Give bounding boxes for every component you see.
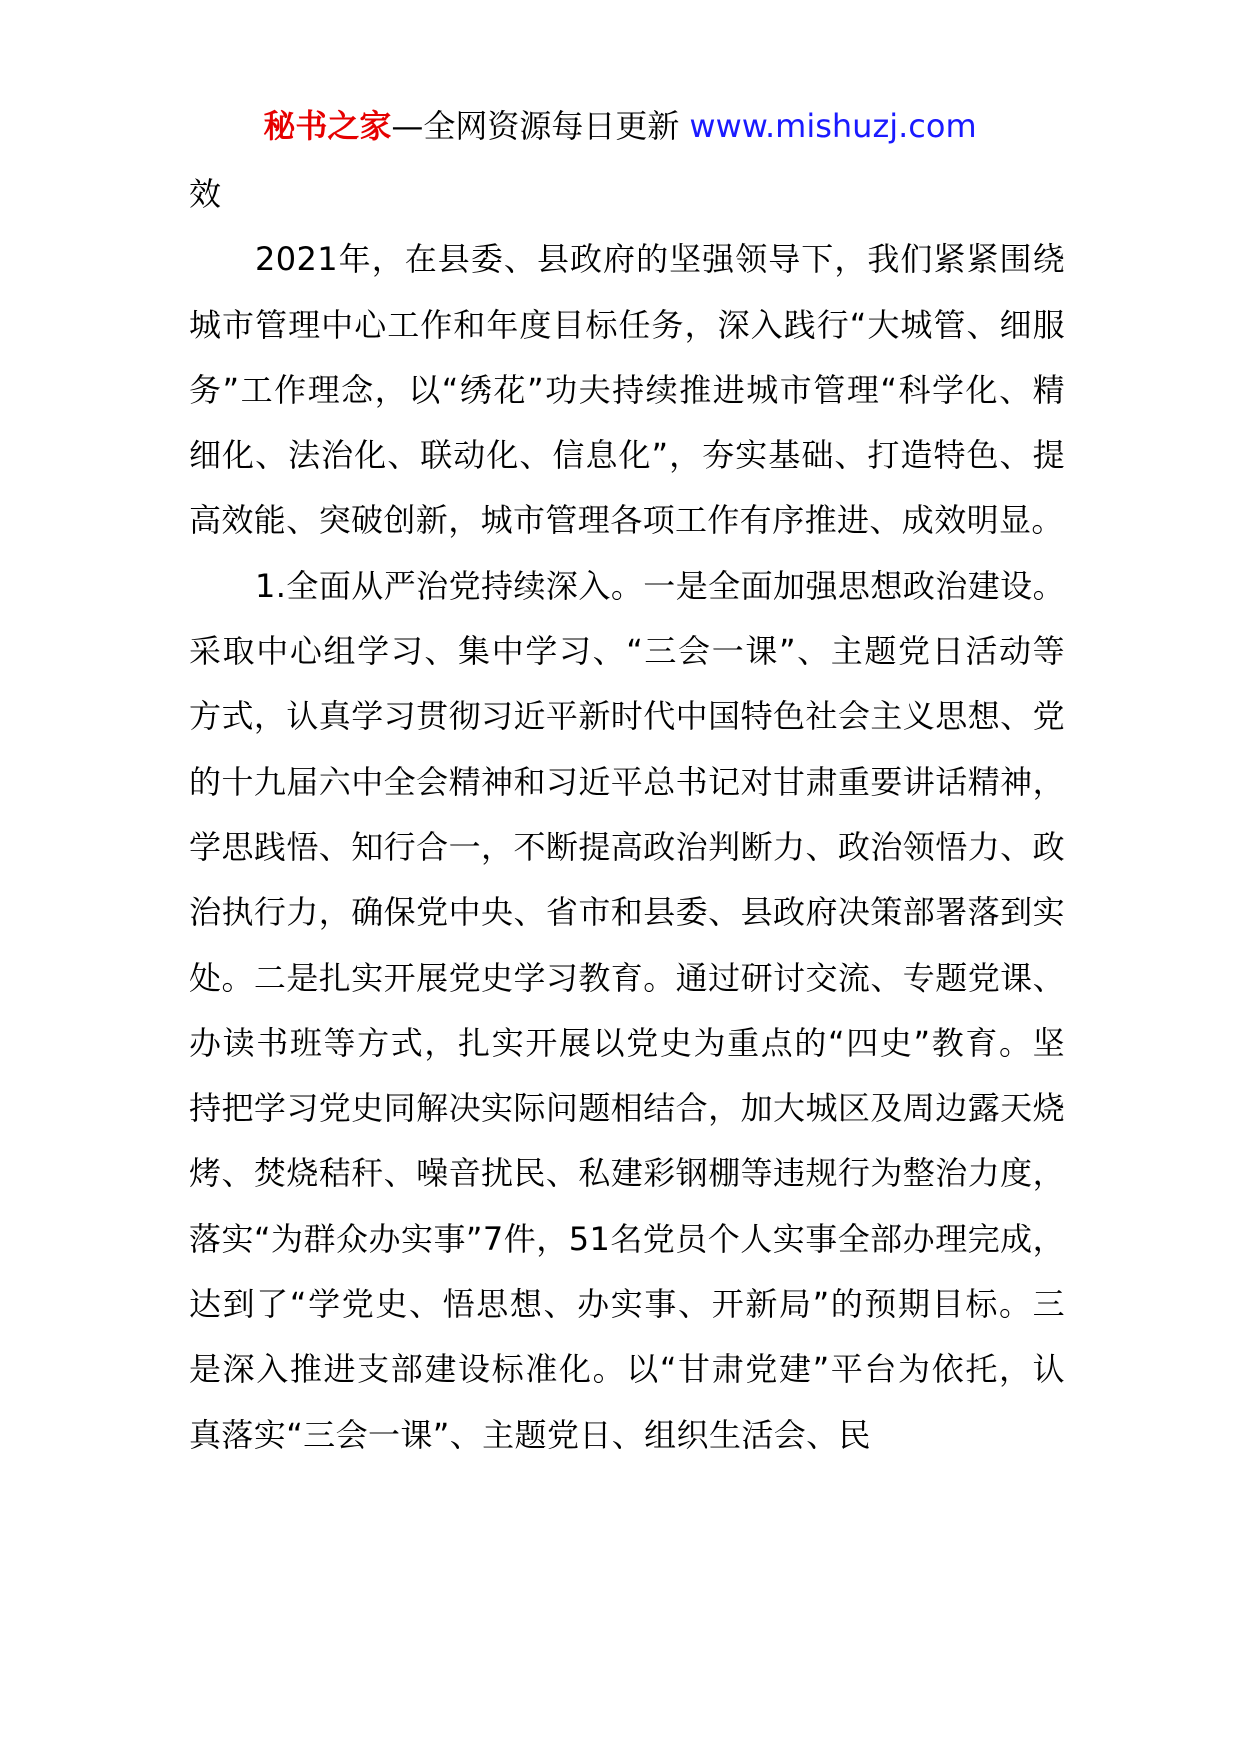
paragraph-section-1: 1.全面从严治党持续深入。一是全面加强思想政治建设。采取中心组学习、集中学习、“三会一课”、主题党日活动等方式，认真学习贯彻习近平新时代中国特色社会主义思想、党的十九届六中全会精神和习近平总书记对甘肃重要讲话精神，学思践悟、知行合一，不断提高政治判断力、政治领悟力、政治执行力，确保党中央、省市和县委、县政府决策部署落到实处。二是扎实开展党史学习教育。通过研讨交流、专题党课、办读书班等方式，扎实开展以党史为重点的“四史”教育。坚持把学习党史同解决实际问题相结合，加大城区及周边露天烧烤、焚烧秸秆、噪音扰民、私建彩钢棚等违规行为整治力度，落实“为群众办实事”7件，51名党员个人实事全部办理完成，达到了“学党史、悟思想、办实事、开新局”的预期目标。三是深入推进支部建设标准化。以“甘肃党建”平台为依托，认真落实“三会一课”、主题党日、组织生活会、民	[189, 566, 1065, 1454]
site-slogan: —全网资源每日更新	[391, 107, 680, 145]
page-header	[0, 104, 1240, 148]
paragraph-intro: 2021年，在县委、县政府的坚强领导下，我们紧紧围绕城市管理中心工作和年度目标任务，深入践行“大城管、细服务”工作理念，以“绣花”功夫持续推进城市管理“科学化、精细化、法治化、联动化、信息化”，夯实基础、打造特色、提高效能、突破创新，城市管理各项工作有序推进、成效明显。	[189, 240, 1065, 540]
paragraph-continuation: 效	[189, 175, 222, 213]
site-url-link[interactable]: www.mishuzj.com	[689, 107, 977, 145]
document-body	[189, 162, 1065, 1468]
site-brand: 秘书之家	[263, 107, 392, 145]
